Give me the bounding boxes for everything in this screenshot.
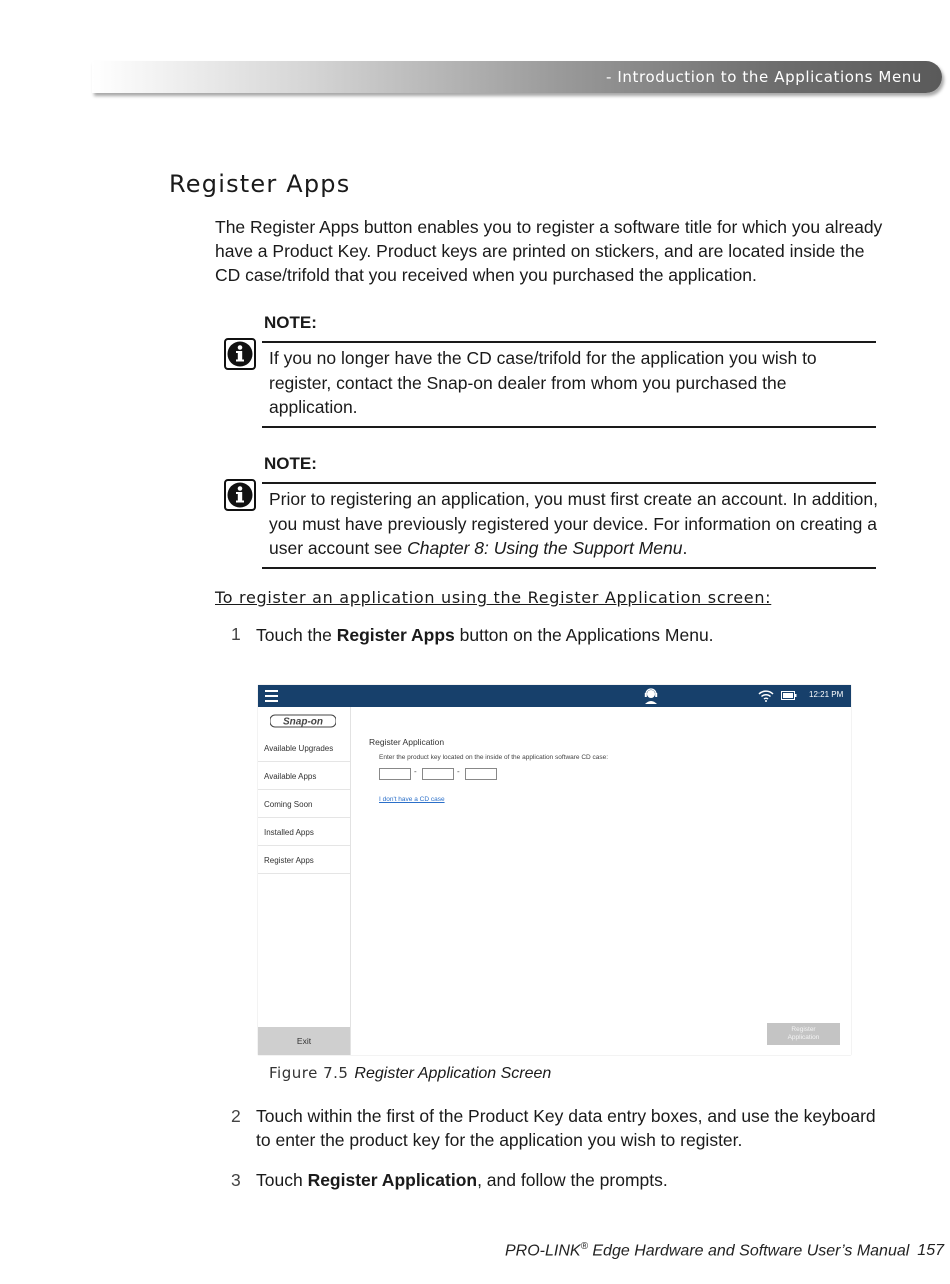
product-key-field-1[interactable]	[379, 768, 411, 780]
procedure-heading: To register an application using the Register Application screen:	[215, 588, 772, 607]
app-sidebar	[258, 707, 351, 1055]
sidebar-item-coming-soon[interactable]: Coming Soon	[258, 791, 350, 818]
step-text	[256, 1168, 876, 1192]
register-application-screenshot	[258, 685, 851, 1055]
no-cd-case-link[interactable]: I don't have a CD case	[379, 796, 445, 803]
step-text-bold: Register Application	[307, 1170, 478, 1190]
note-text: If you no longer have the CD case/trifold for the application you wish to register, contact the Snap-on dealer from whom you purchased the application.	[269, 348, 817, 417]
footer-manual-title: Edge Hardware and Software User’s Manual	[587, 1242, 910, 1260]
register-application-panel	[351, 707, 851, 1055]
step-number: 1	[231, 624, 241, 644]
product-key-field-2[interactable]	[422, 768, 454, 780]
register-application-button[interactable]	[767, 1023, 840, 1045]
step-text-part: Touch	[256, 1170, 308, 1190]
step-text	[256, 623, 876, 647]
note-text-body: Prior to registering an application, you must first create an account. In addition, you must have previously registered your device. For information on creating a user account see	[269, 489, 878, 558]
snap-on-logo	[270, 714, 336, 728]
note-bottom-rule	[262, 426, 876, 428]
key-separator: -	[457, 767, 460, 776]
note-bottom-rule	[262, 567, 876, 569]
chapter-header-title: - Introduction to the Applications Menu	[606, 68, 922, 86]
step-text-part: , and follow the prompts.	[477, 1170, 668, 1190]
step-text-bold: Register Apps	[336, 625, 455, 645]
figure-number: Figure 7.5	[269, 1064, 349, 1082]
info-icon	[224, 479, 256, 511]
registered-mark: ®	[580, 1241, 588, 1252]
step-text-part: button on the Applications Menu.	[454, 625, 714, 645]
note-label: NOTE:	[264, 313, 317, 332]
sidebar-item-available-upgrades[interactable]: Available Upgrades	[258, 735, 350, 762]
note-top-rule	[262, 341, 876, 343]
note-label: NOTE:	[264, 454, 317, 473]
step-number: 2	[231, 1106, 241, 1126]
figure-caption	[269, 1064, 551, 1083]
section-title: Register Apps	[169, 170, 351, 198]
status-time: 12:21 PM	[809, 690, 844, 699]
panel-title: Register Application	[369, 737, 445, 747]
app-top-bar	[258, 685, 851, 707]
note-text-end: .	[682, 538, 688, 558]
brand-text: Snap-on	[283, 716, 323, 728]
note-top-rule	[262, 482, 876, 484]
product-key-field-3[interactable]	[465, 768, 497, 780]
sidebar-item-register-apps[interactable]: Register Apps	[258, 847, 350, 874]
step-text-part: Touch the	[256, 625, 337, 645]
info-icon	[224, 338, 256, 370]
step-number: 3	[231, 1170, 241, 1190]
sidebar-item-installed-apps[interactable]: Installed Apps	[258, 819, 350, 846]
chapter-reference: Chapter 8: Using the Support Menu	[407, 538, 683, 558]
page-number: 157	[917, 1242, 944, 1260]
key-separator: -	[414, 767, 417, 776]
figure-title: Register Application Screen	[354, 1065, 552, 1082]
intro-paragraph: The Register Apps button enables you to register a software title for which you already have a Product Key. Product keys are printed on stickers, and are located inside the CD case/trifold that you received when you purchased the application.	[215, 217, 883, 285]
register-button-label-line1: Register	[791, 1026, 816, 1033]
headset-support-icon[interactable]	[644, 688, 658, 704]
product-key-instruction: Enter the product key located on the inside of the application software CD case:	[379, 754, 609, 761]
battery-icon	[781, 691, 797, 700]
note-text	[269, 487, 879, 561]
page-footer	[505, 1241, 944, 1260]
footer-product: PRO-LINK	[504, 1242, 581, 1260]
sidebar-item-available-apps[interactable]: Available Apps	[258, 763, 350, 790]
register-button-label-line2: Application	[787, 1034, 820, 1041]
wifi-icon	[758, 689, 774, 702]
chapter-header-bar	[92, 61, 942, 93]
hamburger-menu-icon[interactable]	[265, 690, 278, 702]
exit-button[interactable]: Exit	[258, 1027, 350, 1055]
step-text: Touch within the first of the Product Key data entry boxes, and use the keyboard to enter the product key for the application you wish to register.	[256, 1106, 876, 1150]
